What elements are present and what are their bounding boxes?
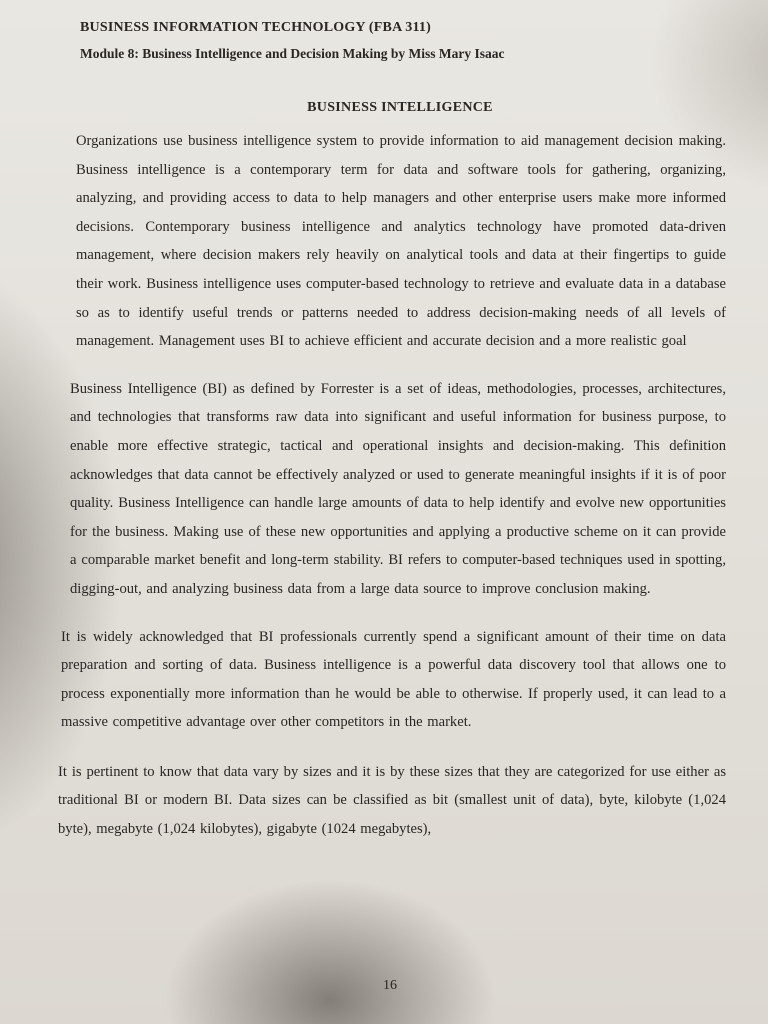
- body-text: [58, 127, 726, 844]
- section-heading: BUSINESS INTELLIGENCE: [307, 100, 493, 115]
- paragraph: It is widely acknowledged that BI professionals currently spend a significant amount of their time on data preparation and sorting of data. Business intelligence is a powerful data discovery tool that allows one to process exponentially more information than he would be able to otherwise. If properly used, it can lead to a massive competitive advantage over other competitors in the market.: [61, 628, 726, 731]
- paragraph: Organizations use business intelligence system to provide information to aid management decision making. Business intelligence is a contemporary term for data and software tools for gathering, organizing, analyzing, and providing access to data to help managers and other enterprise users make more informed decisions. Contemporary business intelligence and analytics technology have promoted data-driven management, where decision makers rely heavily on analytical tools and data at their fingertips to guide their work. Business intelligence uses computer-based technology to retrieve and evaluate data in a database so as to identify useful trends or patterns needed to address decision-making needs of all levels of management. Management uses BI to achieve efficient and accurate decision and a more realistic goal: [76, 133, 726, 350]
- document-header: [80, 18, 720, 64]
- page-number: 16: [383, 978, 397, 993]
- paragraph: It is pertinent to know that data vary by sizes and it is by these sizes that they are categorized for use either as traditional BI or modern BI. Data sizes can be classified as bit (smallest unit of data), byte, kilobyte (1,024 byte), megabyte (1,024 kilobytes), gigabyte (1024 megabytes),: [58, 763, 726, 838]
- paragraph: Business Intelligence (BI) as defined by Forrester is a set of ideas, methodologies, processes, architectures, and technologies that transforms raw data into significant and useful information for business purpose, to enable more effective strategic, tactical and operational insights and decision-making. This definition acknowledges that data cannot be effectively analyzed or used to generate meaningful insights if it is of poor quality. Business Intelligence can handle large amounts of data to help identify and evolve new opportunities for the business. Making use of these new opportunities and applying a productive scheme on it can provide a comparable market benefit and long-term stability. BI refers to computer-based techniques used in spotting, digging-out, and analyzing business data from a large data source to improve conclusion making.: [70, 380, 726, 597]
- course-title: BUSINESS INFORMATION TECHNOLOGY (FBA 311): [80, 20, 431, 35]
- module-title: Module 8: Business Intelligence and Decision Making by Miss Mary Isaac: [80, 46, 505, 61]
